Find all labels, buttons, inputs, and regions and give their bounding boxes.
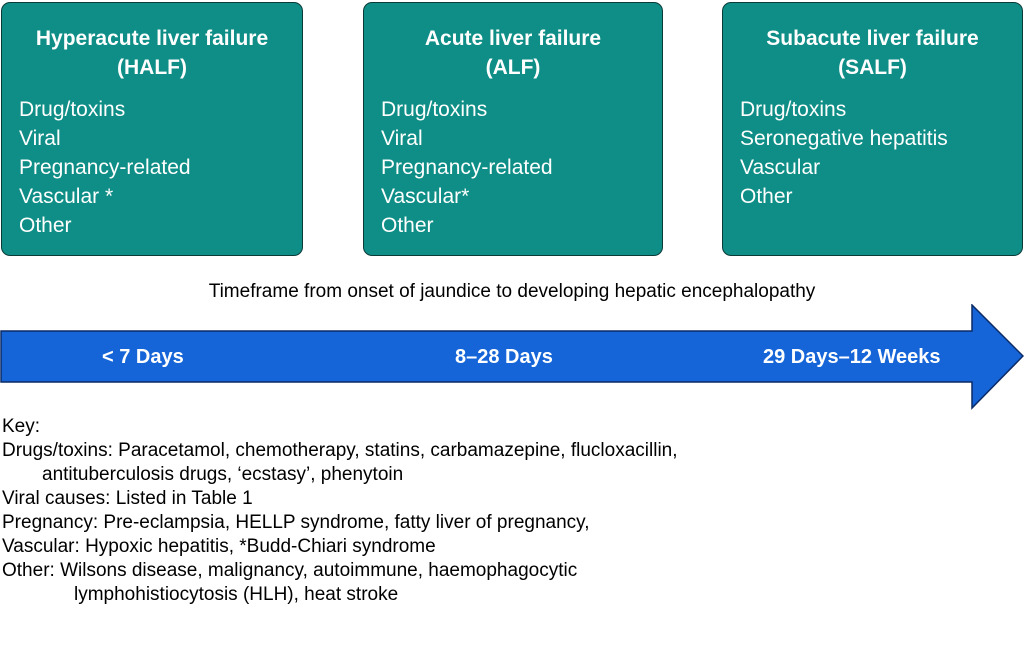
arrow-label-subacute: 29 Days–12 Weeks	[763, 346, 941, 368]
box-item: Drug/toxins	[381, 98, 488, 121]
box-item: Drug/toxins	[19, 98, 126, 121]
box-item: Seronegative hepatitis	[740, 127, 948, 150]
box-item: Pregnancy-related	[381, 156, 553, 179]
box-item: Viral	[19, 127, 61, 150]
box-items	[723, 95, 1022, 211]
box-item: Viral	[381, 127, 423, 150]
box-title	[2, 24, 302, 82]
box-hyperacute-liver-failure	[1, 2, 303, 256]
key-section	[2, 415, 678, 607]
key-pregnancy: Pregnancy: Pre-eclampsia, HELLP syndrome, fatty liver of pregnancy,	[2, 512, 590, 533]
box-item: Pregnancy-related	[19, 156, 191, 179]
box-subacute-liver-failure	[722, 2, 1023, 256]
box-item: Other	[740, 185, 793, 208]
box-item: Other	[381, 214, 434, 237]
box-title-line1: Subacute liver failure	[766, 27, 979, 50]
box-title	[723, 24, 1022, 82]
key-other-line1: Other: Wilsons disease, malignancy, autoimmune, haemophagocytic	[2, 560, 578, 581]
key-heading: Key:	[2, 416, 41, 437]
box-item: Vascular *	[19, 185, 114, 208]
key-other-line2: lymphohistiocytosis (HLH), heat stroke	[74, 584, 399, 605]
box-items	[364, 95, 662, 240]
box-title-line1: Hyperacute liver failure	[35, 27, 269, 50]
box-item: Drug/toxins	[740, 98, 847, 121]
box-title-line2: (HALF)	[117, 56, 187, 79]
box-acute-liver-failure	[363, 2, 663, 256]
key-viral: Viral causes: Listed in Table 1	[2, 488, 253, 509]
box-item: Vascular	[740, 156, 821, 179]
box-title-line1: Acute liver failure	[424, 27, 602, 50]
box-title-line2: (SALF)	[838, 56, 907, 79]
key-vascular: Vascular: Hypoxic hepatitis, *Budd-Chiari syndrome	[2, 536, 436, 557]
arrow-label-hyperacute: < 7 Days	[102, 346, 184, 368]
box-title	[364, 24, 662, 82]
timeframe-label: Timeframe from onset of jaundice to developing hepatic encephalopathy	[208, 281, 816, 302]
key-drugs-line1: Drugs/toxins: Paracetamol, chemotherapy, statins, carbamazepine, flucloxacillin,	[2, 440, 678, 461]
box-item: Vascular*	[381, 185, 470, 208]
box-title-line2: (ALF)	[485, 56, 541, 79]
arrow-label-acute: 8–28 Days	[455, 346, 553, 368]
box-items	[2, 95, 302, 240]
box-item: Other	[19, 214, 72, 237]
key-drugs-line2: antituberculosis drugs, ‘ecstasy’, phenytoin	[42, 464, 404, 485]
